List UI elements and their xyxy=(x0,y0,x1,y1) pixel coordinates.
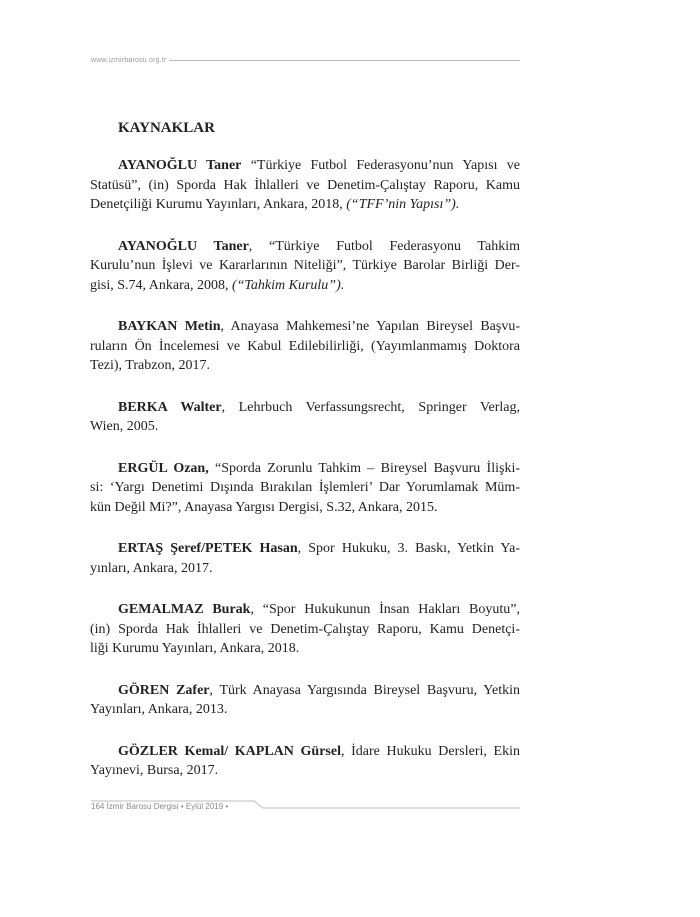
footer-text: 164 İzmir Barosu Dergisi • Eylül 2019 • xyxy=(91,802,229,811)
reference-author: AYANOĞLU Taner xyxy=(118,158,242,173)
reference-author: BAYKAN Metin xyxy=(118,319,221,334)
reference-line xyxy=(90,478,520,498)
reference-line xyxy=(90,417,520,437)
reference-line xyxy=(118,398,520,418)
header-url: www.izmirbarosu.org.tr xyxy=(91,56,167,64)
page-footer xyxy=(91,800,520,814)
reference-author: GÖZLER Kemal/ KAPLAN Gürsel xyxy=(118,743,341,759)
reference-line xyxy=(118,237,520,257)
reference-entry xyxy=(90,742,520,781)
reference-line xyxy=(118,539,520,559)
reference-text: liği Kurumu Yayınları, Ankara, 2018. xyxy=(90,641,300,656)
reference-line xyxy=(90,256,520,276)
reference-line xyxy=(90,498,520,518)
reference-entry xyxy=(90,317,520,376)
reference-line xyxy=(90,639,520,659)
reference-author: GEMALMAZ Burak xyxy=(118,602,251,617)
reference-author: AYANOĞLU Taner xyxy=(118,238,249,254)
reference-entry xyxy=(90,156,520,215)
reference-entry xyxy=(90,398,521,437)
reference-text: Yayınevi, Bursa, 2017. xyxy=(90,763,219,778)
reference-line xyxy=(90,356,520,376)
reference-text: , İdare Hukuku Dersleri, Ekin xyxy=(340,743,520,759)
reference-line xyxy=(90,195,520,215)
reference-short-title: (“Tahkim Kurulu”). xyxy=(231,277,345,293)
reference-line xyxy=(118,156,520,176)
reference-text: Wien, 2005. xyxy=(90,419,159,434)
reference-entry xyxy=(90,459,521,518)
header-rule xyxy=(169,60,520,61)
reference-text: Yayınları, Ankara, 2013. xyxy=(90,702,228,717)
reference-text: kün Değil Mi?”, Anayasa Yargısı Dergisi, S.32, Ankara, 2015. xyxy=(90,499,438,515)
reference-short-title: (“TFF’nin Yapısı”). xyxy=(346,197,460,212)
page-header xyxy=(91,53,520,67)
reference-entry xyxy=(90,600,520,659)
reference-text: “Türkiye Futbol Federasyonu’nun Yapısı ve xyxy=(241,158,520,173)
reference-text: Statüsü”, (in) Sporda Hak İhlalleri ve Denetim-Çalıştay Raporu, Kamu xyxy=(90,177,520,193)
reference-line xyxy=(90,620,520,640)
reference-line xyxy=(90,559,520,579)
reference-line xyxy=(118,459,520,479)
reference-line xyxy=(118,317,520,337)
reference-entry xyxy=(90,681,520,720)
reference-text: ruların Ön İncelemesi ve Kabul Edilebilirliği, (Yayımlanmamış Doktora xyxy=(90,338,520,354)
section-title: KAYNAKLAR xyxy=(118,120,215,136)
reference-list xyxy=(90,156,521,781)
reference-line xyxy=(90,276,520,296)
reference-text: , Türk Anayasa Yargısında Bireysel Başvuru, Yetkin xyxy=(209,682,520,698)
reference-entry xyxy=(90,237,520,296)
reference-text: , Anayasa Mahkemesi’ne Yapılan Bireysel Başvu- xyxy=(220,319,520,334)
reference-line xyxy=(90,700,520,720)
reference-author: ERGÜL Ozan, xyxy=(118,460,209,476)
page-content xyxy=(90,118,521,803)
reference-line xyxy=(118,600,520,620)
reference-text: “Sporda Zorunlu Tahkim – Bireysel Başvuru İlişki- xyxy=(208,460,521,476)
reference-text: yınları, Ankara, 2017. xyxy=(90,560,213,576)
reference-entry xyxy=(90,539,520,578)
reference-text: , Spor Hukuku, 3. Baskı, Yetkin Ya- xyxy=(297,541,520,556)
reference-text: , “Spor Hukukunun İnsan Hakları Boyutu”, xyxy=(250,602,520,617)
reference-line xyxy=(90,176,520,196)
reference-text: (in) Sporda Hak İhlalleri ve Denetim-Çalıştay Raporu, Kamu Denetçi- xyxy=(90,621,520,637)
reference-line xyxy=(90,337,520,357)
reference-author: ERTAŞ Şeref/PETEK Hasan xyxy=(118,541,298,556)
reference-line xyxy=(118,742,520,762)
reference-text: , “Türkiye Futbol Federasyonu Tahkim xyxy=(248,238,520,254)
reference-text: Kurulu’nun İşlevi ve Kararlarının Niteliği”, Türkiye Barolar Birliği Der- xyxy=(90,258,520,273)
reference-line xyxy=(90,761,520,781)
reference-text: Denetçiliği Kurumu Yayınları, Ankara, 2018, xyxy=(90,197,347,212)
reference-author: GÖREN Zafer xyxy=(118,682,210,698)
reference-text: Tezi), Trabzon, 2017. xyxy=(90,358,210,373)
reference-text: gisi, S.74, Ankara, 2008, xyxy=(90,277,232,293)
reference-text: , Lehrbuch Verfassungsrecht, Springer Verlag, xyxy=(221,399,521,415)
reference-text: si: ‘Yargı Denetimi Dışında Bırakılan İşlemleri’ Dar Yorumlamak Müm- xyxy=(90,480,520,495)
reference-author: BERKA Walter xyxy=(118,399,222,415)
reference-line xyxy=(118,681,520,701)
